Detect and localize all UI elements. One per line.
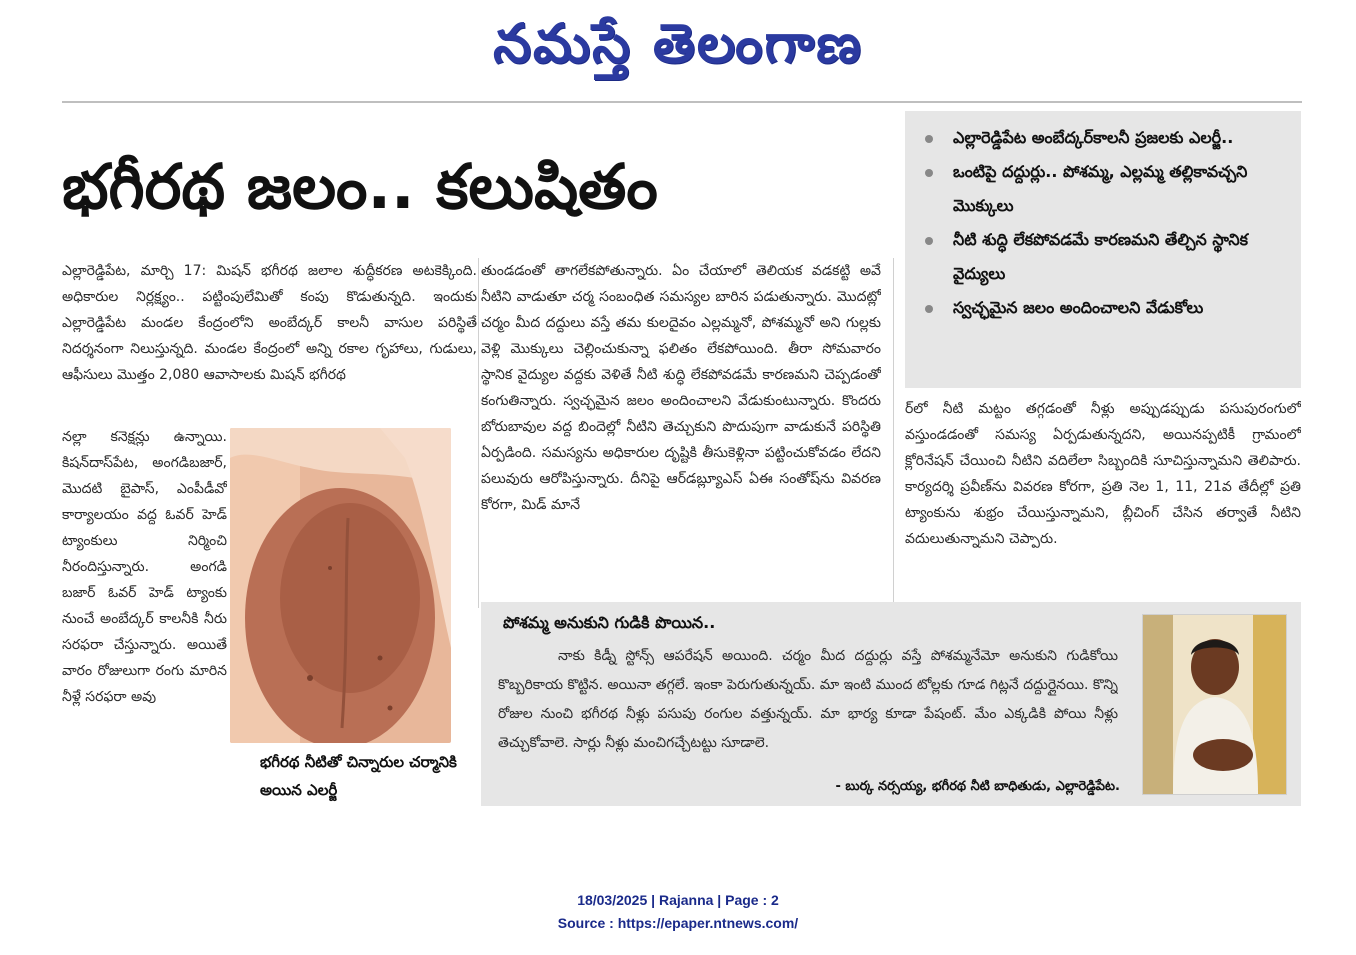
- article-column-2: తుండడంతో తాగలేకపోతున్నారు. ఏం చేయాలో తెలియక వడకట్టి అవే నీటిని వాడుతూ చర్మ సంబంధిత సమస్యల బారిన పడుతున్నారు. మొదట్లో చర్మం మీద దద్దులు వస్తే తమ కులదైవం ఎల్లమ్మనో, పోశమ్మనో అని గుల్లకు వెళ్లి మొక్కులు చెల్లించుకున్నా ఫలితం లేకపోయింది. తీరా సోమవారం స్థానిక వైద్యుల వద్దకు వెళితే నీటి శుద్ధి లేకపోవడమే కారణమని చెప్పడంతో కంగుతిన్నారు. స్వచ్ఛమైన జలం అందించాలని వేడుకుంటున్నారు. కొందరు బోరుబావుల వద్ద బిందెల్లో నీటిని తెచ్చుకుని పొదుపుగా వాడుకునే పరిస్థితి ఏర్పడింది. సమస్యను అధికారుల దృష్టికి తీసుకెళ్లినా పట్టించుకోవడం లేదని పలువురు ఆరోపిస్తున్నారు. దీనిపై ఆర్‌డబ్ల్యూఎస్ ఏఈ సంతోష్‌ను వివరణ కోరగా, మిడ్ మానే: [481, 263, 881, 513]
- masthead-divider: [62, 101, 1302, 103]
- footer-source-link[interactable]: Source : https://epaper.ntnews.com/: [557, 915, 799, 931]
- masthead-logo: నమస్తే తెలంగాణ: [493, 11, 863, 75]
- headline: భగీరథ జలం.. కలుషితం: [62, 150, 658, 223]
- allergy-photo: [230, 428, 451, 743]
- highlight-item: నీటి శుద్ధి లేకపోవడమే కారణమని తేల్చిన స్థానిక వైద్యులు: [925, 223, 1301, 291]
- column-divider: [478, 258, 479, 608]
- quote-title: పోశమ్మ అనుకుని గుడికి పొయిన..: [503, 613, 716, 632]
- article-column-1: ఎల్లారెడ్డిపేట, మార్చి 17: మిషన్ భగీరథ జలాల శుద్ధీకరణ అటకెక్కింది. అధికారుల నిర్లక్ష్యం.. పట్టింపులేమితో కంపు కొడుతున్నది. ఇందుకు ఎల్లారెడ్డిపేట మండల కేంద్రంలోని అంబేద్కర్ కాలనీ వాసుల పరిస్థితే నిదర్శనంగా నిలుస్తున్నది. మండల కేంద్రంలో అన్ని రకాల గృహాలు, గుడులు, ఆఫీసులు మొత్తం 2,080 ఆవాసాలకు మిషన్ భగీరథ: [62, 263, 477, 383]
- person-portrait: [1142, 614, 1287, 795]
- article-column-1-continued: నల్లా కనెక్షన్లు ఉన్నాయి. కిషన్‌దాస్‌పేట, అంగడిబజార్, మొదటి బైపాస్, ఎంపీడీవో కార్యాలయం వద్ద ఓవర్ హెడ్ ట్యాంకులు నిర్మించి నీరందిస్తున్నారు. అంగడి బజార్ ఓవర్ హెడ్ ట్యాంకు నుంచే అంబేద్కర్ కాలనీకి నీరు సరఫరా చేస్తున్నారు. అయితే వారం రోజులుగా రంగు మారిన నీళ్లే సరఫరా అవు: [62, 429, 227, 705]
- footer-date-line: 18/03/2025 | Rajanna | Page : 2: [577, 892, 779, 908]
- quote-text: నాకు కిడ్నీ స్టోన్స్ ఆపరేషన్ అయింది. చర్మం మీద దద్దుర్లు వస్తే పోశమ్మనేమో అనుకుని గుడికోయి కొబ్బరికాయ కొట్టిన. అయినా తగ్గలే. ఇంకా పెరుగుతున్నయ్. మా ఇంటి ముంద టోల్లకు గూడ గిట్లనే దద్దుర్లైనయి. కొన్ని రోజుల నుంచి భగీరథ నీళ్లు పసుపు రంగుల వత్తున్నయ్. మా భార్య కూడా పేషంట్. మేం ఎక్కడికి పోయి నీళ్లు తెచ్చుకోవాలె. సార్లు నీళ్లు మంచిగచ్చేటట్టు సూడాలె.: [498, 648, 1118, 751]
- column-divider: [893, 258, 894, 608]
- highlight-item: ఎల్లారెడ్డిపేట అంబేద్కర్‌కాలనీ ప్రజలకు ఎలర్జీ..: [925, 121, 1301, 155]
- photo-caption: భగీరథ నీటితో చిన్నారుల చర్మానికి అయిన ఎలర్జీ: [260, 753, 457, 799]
- quote-attribution: - బుర్క నర్సయ్య, భగీరథ నీటి బాధితుడు, ఎల్లారెడ్డిపేట.: [835, 779, 1120, 794]
- highlights-box: [905, 111, 1301, 388]
- article-column-3: ర్‌లో నీటి మట్టం తగ్గడంతో నీళ్లు అప్పుడప్పుడు పసుపురంగులో వస్తుండడంతో సమస్య ఏర్పడుతున్నదని, అయినప్పటికీ గ్రామంలో క్లోరినేషన్ చేయించి నీటిని వదిలేలా సిబ్బందికి సూచిస్తున్నామని తెలిపారు. కార్యదర్శి ప్రవీణ్‌ను వివరణ కోరగా, ప్రతి నెల 1, 11, 21వ తేదీల్లో ప్రతి ట్యాంకును శుభ్రం చేయిస్తున్నామని, బ్లీచింగ్ చేసిన తర్వాతే నీటిని వదులుతున్నామని చెప్పారు.: [905, 401, 1301, 547]
- highlight-item: స్వచ్ఛమైన జలం అందించాలని వేడుకోలు: [925, 291, 1301, 325]
- highlight-item: ఒంటిపై దద్దుర్లు.. పోశమ్మ, ఎల్లమ్మ తల్లికావచ్చని మొక్కులు: [925, 155, 1301, 223]
